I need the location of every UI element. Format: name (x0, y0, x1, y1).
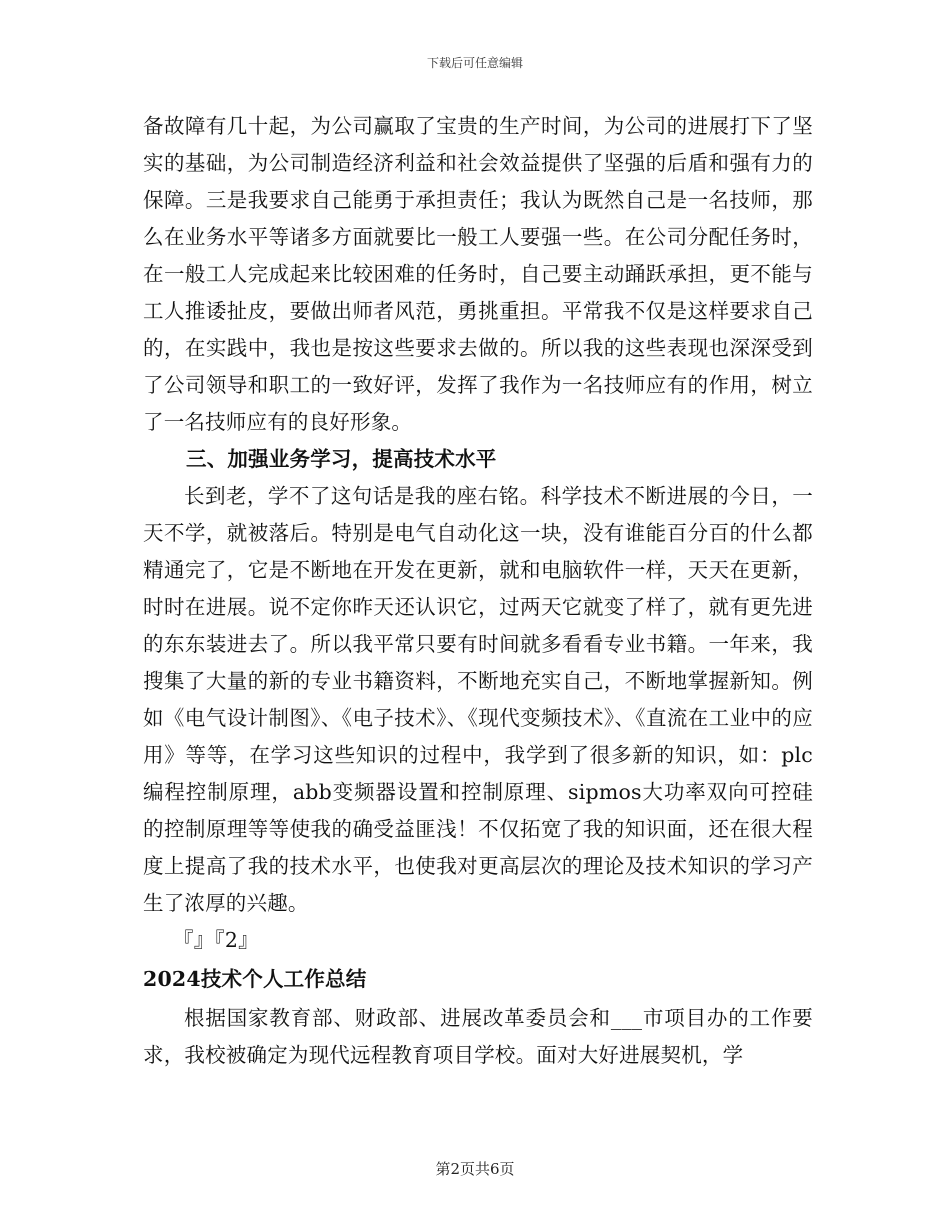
paragraph-responsibility: 备故障有几十起，为公司赢取了宝贵的生产时间，为公司的进展打下了坚实的基础，为公司制造经济利益和社会效益提供了坚强的后盾和强有力的保障。三是我要求自己能勇于承担责任；我认为既然自己是一名技师，那么在业务水平等诸多方面就要比一般工人要强一些。在公司分配任务时，在一般工人完成起来比较困难的任务时，自己要主动踊跃承担，更不能与工人推诿扯皮，要做出师者风范，勇挑重担。平常我不仅是这样要求自己的，在实践中，我也是按这些要求去做的。所以我的这些表现也深深受到了公司领导和职工的一致好评，发挥了我作为一名技师应有的作用，树立了一名技师应有的良好形象。 (143, 114, 813, 434)
reference-marks: 『』『2』 (173, 928, 259, 952)
paragraph-study: 长到老，学不了这句话是我的座右铭。科学技术不断进展的今日，一天不学，就被落后。特别是电气自动化这一块，没有谁能百分百的什么都精通完了，它是不断地在开发在更新，就和电脑软件一样，天天在更新，时时在进展。说不定你昨天还认识它，过两天它就变了样了，就有更先进的东东装进去了。所以我平常只要有时间就多看看专业书籍。一年来，我搜集了大量的新的专业书籍资料，不断地充实自己，不断地掌握新知。例如《电气设计制图》、《电子技术》、《现代变频技术》、《直流在工业中的应用》等等，在学习这些知识的过程中，我学到了很多新的知识，如：plc编程控制原理，abb变频器设置和控制原理、sipmos大功率双向可控硅的控制原理等等使我的确受益匪浅！不仅拓宽了我的知识面，还在很大程度上提高了我的技术水平，也使我对更高层次的理论及技术知识的学习产生了浓厚的兴趣。 (143, 484, 813, 915)
document-title: 2024技术个人工作总结 (143, 967, 367, 991)
document-body (143, 108, 813, 1074)
paragraph-intro: 根据国家教育部、财政部、进展改革委员会和___市项目办的工作要求，我校被确定为现代远程教育项目学校。面对大好进展契机，学 (143, 1006, 813, 1067)
page-header: 下载后可任意编辑 (426, 56, 523, 70)
section-heading-study: 三、加强业务学习，提高技术水平 (186, 447, 497, 471)
page-footer: 第2页共6页 (435, 1160, 515, 1178)
